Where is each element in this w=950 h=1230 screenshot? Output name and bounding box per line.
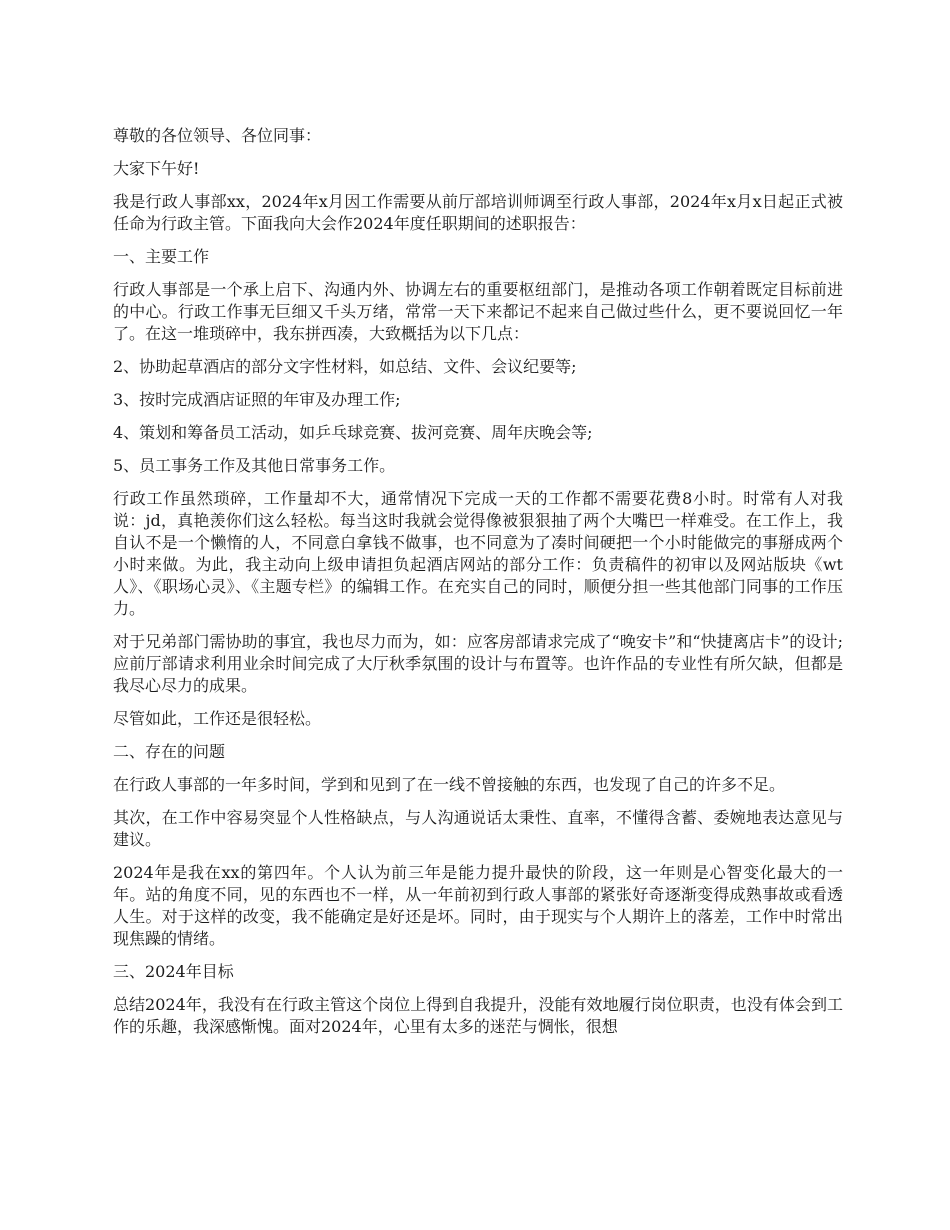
paragraph: 2024年是我在xx的第四年。个人认为前三年是能力提升最快的阶段，这一年则是心智变化最大的一年。站的角度不同，见的东西也不一样，从一年前初到行政人事部的紧张好奇逐渐变得成熟事故或看透人生。对于这样的改变，我不能确定是好还是坏。同时，由于现实与个人期许上的落差，工作中时常出现焦躁的情绪。: [113, 863, 843, 948]
paragraph: 在行政人事部的一年多时间，学到和见到了在一线不曾接触的东西，也发现了自己的许多不足。: [113, 775, 786, 794]
section-heading-problems: 二、存在的问题: [113, 742, 226, 761]
section-heading-main-work: 一、主要工作: [113, 247, 210, 266]
list-item: 4、策划和筹备员工活动，如乒乓球竞赛、拔河竞赛、周年庆晚会等;: [113, 423, 593, 442]
intro-paragraph: 我是行政人事部xx，2024年x月因工作需要从前厅部培训师调至行政人事部，2024年x月x日起正式被任命为行政主管。下面我向大会作2024年度任职期间的述职报告：: [113, 192, 843, 233]
salutation: 尊敬的各位领导、各位同事：: [113, 126, 322, 145]
list-item: 2、协助起草酒店的部分文字性材料，如总结、文件、会议纪要等;: [113, 357, 577, 376]
list-item: 3、按时完成酒店证照的年审及办理工作;: [113, 390, 401, 409]
paragraph: 行政工作虽然琐碎，工作量却不大，通常情况下完成一天的工作都不需要花费8小时。时常有人对我说：jd，真艳羡你们这么轻松。每当这时我就会觉得像被狠狠抽了两个大嘴巴一样难受。在工作上，我自认不是一个懒惰的人，不同意白拿钱不做事，也不同意为了凑时间硬把一个小时能做完的事掰成两个小时来做。为此，我主动向上级申请担负起酒店网站的部分工作：负责稿件的初审以及网站版块《wt人》、《职场心灵》、《主题专栏》的编辑工作。在充实自己的同时，顺便分担一些其他部门同事的工作压力。: [113, 489, 843, 618]
list-item: 5、员工事务工作及其他日常事务工作。: [113, 456, 396, 475]
document-body: [113, 125, 843, 1049]
paragraph: 对于兄弟部门需协助的事宜，我也尽力而为，如：应客房部请求完成了“晚安卡”和“快捷离店卡”的设计;应前厅部请求利用业余时间完成了大厅秋季氛围的设计与布置等。也许作品的专业性有所欠缺，但都是我尽心尽力的成果。: [113, 632, 843, 695]
paragraph: 其次，在工作中容易突显个人性格缺点，与人沟通说话太秉性、直率，不懂得含蓄、委婉地表达意见与建议。: [113, 808, 843, 849]
paragraph: 总结2024年，我没有在行政主管这个岗位上得到自我提升，没能有效地履行岗位职责，也没有体会到工作的乐趣，我深感惭愧。面对2024年，心里有太多的迷茫与惆怅，很想: [113, 995, 843, 1036]
paragraph: 行政人事部是一个承上启下、沟通内外、协调左右的重要枢纽部门，是推动各项工作朝着既定目标前进的中心。行政工作事无巨细又千头万绪，常常一天下来都记不起来自己做过些什么，更不要说回忆一年了。在这一堆琐碎中，我东拼西凑，大致概括为以下几点：: [113, 280, 843, 343]
greeting: 大家下午好!: [113, 159, 200, 178]
section-heading-goals: 三、2024年目标: [113, 962, 234, 981]
paragraph: 尽管如此，工作还是很轻松。: [113, 709, 322, 728]
